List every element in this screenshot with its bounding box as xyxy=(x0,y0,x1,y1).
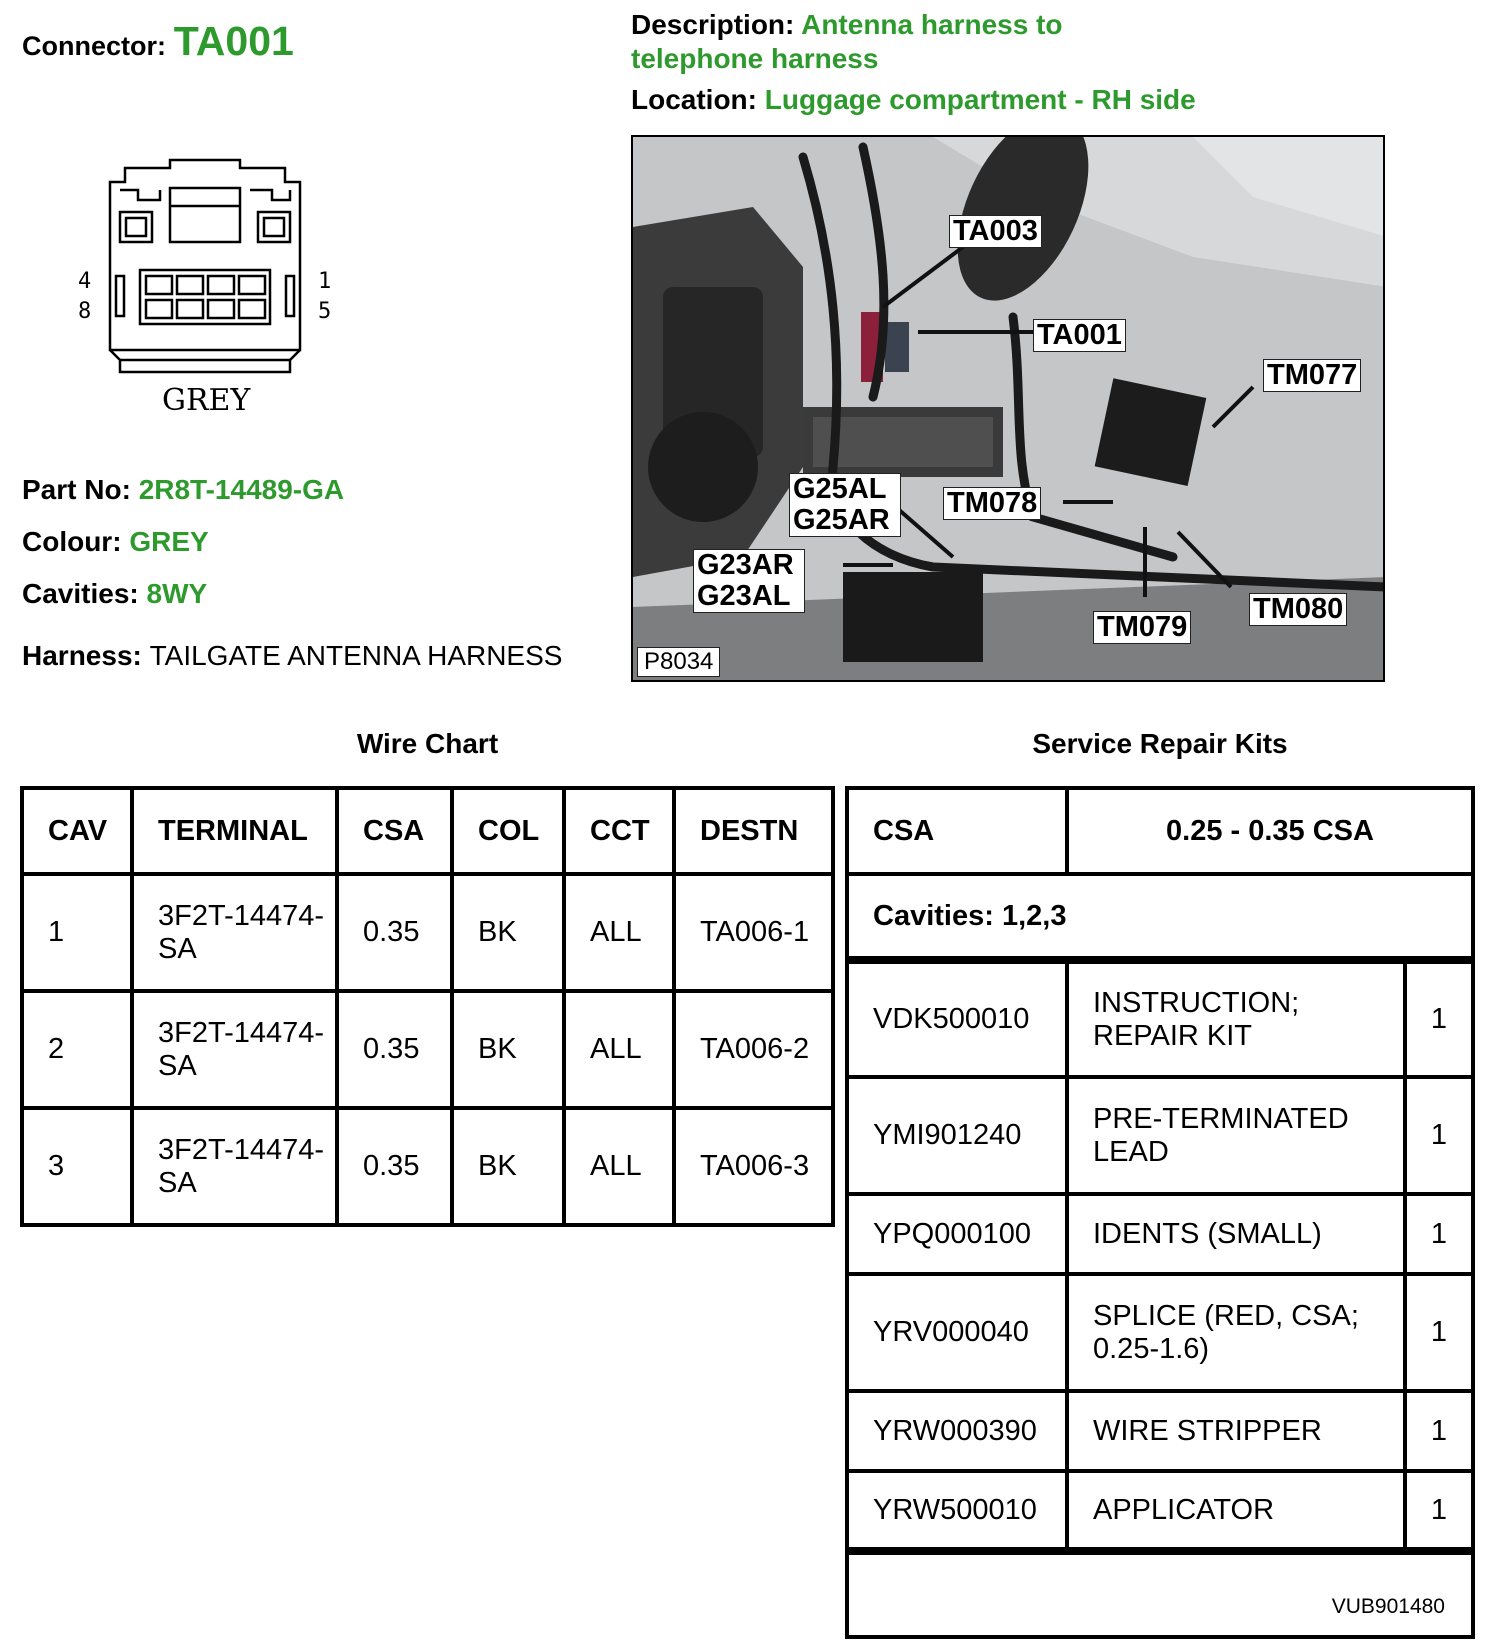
header-csa: CSA xyxy=(337,788,452,874)
cell-cct: ALL xyxy=(564,1108,674,1225)
wire-chart-header-row xyxy=(22,788,833,874)
header-cav: CAV xyxy=(22,788,132,874)
pin-label-left-bottom: 8 xyxy=(78,299,92,324)
cell-terminal: 3F2T-14474-SA xyxy=(132,1108,337,1225)
colour-value: GREY xyxy=(129,526,209,557)
cavities-label: Cavities: xyxy=(22,578,139,609)
connector-label: Connector: xyxy=(22,31,166,61)
cavities-value: 8WY xyxy=(146,578,208,609)
colour-label: Colour: xyxy=(22,526,122,557)
kit-quantity: 1 xyxy=(1405,960,1473,1077)
kits-cavities: Cavities: 1,2,3 xyxy=(847,874,1473,960)
cell-col: BK xyxy=(452,991,564,1108)
harness-value: TAILGATE ANTENNA HARNESS xyxy=(149,640,563,671)
cell-terminal: 3F2T-14474-SA xyxy=(132,991,337,1108)
header-destn: DESTN xyxy=(674,788,833,874)
callout-tm079: TM079 xyxy=(1093,611,1191,644)
header-terminal: TERMINAL xyxy=(132,788,337,874)
location xyxy=(631,84,1196,116)
kits-csa-label: CSA xyxy=(847,788,1067,874)
callout-ta001: TA001 xyxy=(1033,319,1126,352)
callout-tm078: TM078 xyxy=(943,487,1041,520)
part-number xyxy=(22,474,344,506)
wire-chart-title: Wire Chart xyxy=(356,728,499,759)
cell-cav: 2 xyxy=(22,991,132,1108)
table-row xyxy=(22,874,833,991)
header-col: COL xyxy=(452,788,564,874)
kit-quantity: 1 xyxy=(1405,1391,1473,1471)
list-item xyxy=(847,1194,1473,1274)
pin-label-right-bottom: 5 xyxy=(318,299,332,324)
cell-csa: 0.35 xyxy=(337,1108,452,1225)
repair-kits-footer-row xyxy=(847,1551,1473,1637)
list-item xyxy=(847,960,1473,1077)
cell-cct: ALL xyxy=(564,991,674,1108)
kit-description: WIRE STRIPPER xyxy=(1067,1391,1405,1471)
cell-col: BK xyxy=(452,874,564,991)
kit-code: YRW500010 xyxy=(847,1471,1067,1551)
kit-description: PRE-TERMINATED LEAD xyxy=(1067,1077,1405,1194)
cell-destn: TA006-1 xyxy=(674,874,833,991)
callout-g23ar-g23al: G23AR G23AL xyxy=(693,549,805,613)
repair-kits-cavities-row xyxy=(847,874,1473,960)
repair-kits-table xyxy=(845,786,1475,1639)
photo-id: P8034 xyxy=(637,647,720,677)
connector-colour-text: GREY xyxy=(162,383,251,418)
kit-quantity: 1 xyxy=(1405,1471,1473,1551)
header-cct: CCT xyxy=(564,788,674,874)
table-row xyxy=(22,1108,833,1225)
kit-code: YMI901240 xyxy=(847,1077,1067,1194)
kit-description: INSTRUCTION; REPAIR KIT xyxy=(1067,960,1405,1077)
table-row xyxy=(22,991,833,1108)
pin-label-left-top: 4 xyxy=(78,269,92,294)
kits-csa-value: 0.25 - 0.35 CSA xyxy=(1067,788,1473,874)
kit-code: YRV000040 xyxy=(847,1274,1067,1391)
list-item xyxy=(847,1391,1473,1471)
kit-code: YPQ000100 xyxy=(847,1194,1067,1274)
cell-destn: TA006-2 xyxy=(674,991,833,1108)
connector-value: TA001 xyxy=(173,18,294,64)
harness-label: Harness: xyxy=(22,640,142,671)
list-item xyxy=(847,1274,1473,1391)
cell-cav: 3 xyxy=(22,1108,132,1225)
location-label: Location: xyxy=(631,84,757,115)
part-no-value: 2R8T-14489-GA xyxy=(138,474,345,505)
cell-col: BK xyxy=(452,1108,564,1225)
callout-g25al-g25ar: G25AL G25AR xyxy=(789,473,901,537)
location-value: Luggage compartment - RH side xyxy=(764,84,1196,115)
cell-cav: 1 xyxy=(22,874,132,991)
cell-cct: ALL xyxy=(564,874,674,991)
callout-tm080: TM080 xyxy=(1249,593,1347,626)
wire-chart-table xyxy=(20,786,835,1227)
location-photo xyxy=(631,135,1385,682)
colour xyxy=(22,526,209,558)
part-no-label: Part No: xyxy=(22,474,131,505)
kit-quantity: 1 xyxy=(1405,1194,1473,1274)
callout-tm077: TM077 xyxy=(1263,359,1361,392)
kits-footer-code: VUB901480 xyxy=(847,1551,1473,1637)
description-value: Antenna harness to telephone harness xyxy=(631,9,1063,74)
pin-label-right-top: 1 xyxy=(318,269,332,294)
description-label: Description: xyxy=(631,9,795,40)
kit-description: SPLICE (RED, CSA; 0.25-1.6) xyxy=(1067,1274,1405,1391)
kit-quantity: 1 xyxy=(1405,1077,1473,1194)
kit-quantity: 1 xyxy=(1405,1274,1473,1391)
kit-description: APPLICATOR xyxy=(1067,1471,1405,1551)
cell-terminal: 3F2T-14474-SA xyxy=(132,874,337,991)
callout-ta003: TA003 xyxy=(949,215,1042,248)
list-item xyxy=(847,1471,1473,1551)
cell-csa: 0.35 xyxy=(337,874,452,991)
repair-kits-title: Service Repair Kits xyxy=(1032,728,1288,759)
connector-face-diagram xyxy=(60,150,350,440)
connector-face-drawing xyxy=(60,150,350,440)
repair-kits-header-row xyxy=(847,788,1473,874)
cavities xyxy=(22,578,207,610)
cell-destn: TA006-3 xyxy=(674,1108,833,1225)
description xyxy=(631,8,1151,76)
harness xyxy=(22,640,562,672)
cell-csa: 0.35 xyxy=(337,991,452,1108)
kit-code: VDK500010 xyxy=(847,960,1067,1077)
kit-code: YRW000390 xyxy=(847,1391,1067,1471)
kit-description: IDENTS (SMALL) xyxy=(1067,1194,1405,1274)
connector-heading xyxy=(22,18,294,65)
list-item xyxy=(847,1077,1473,1194)
